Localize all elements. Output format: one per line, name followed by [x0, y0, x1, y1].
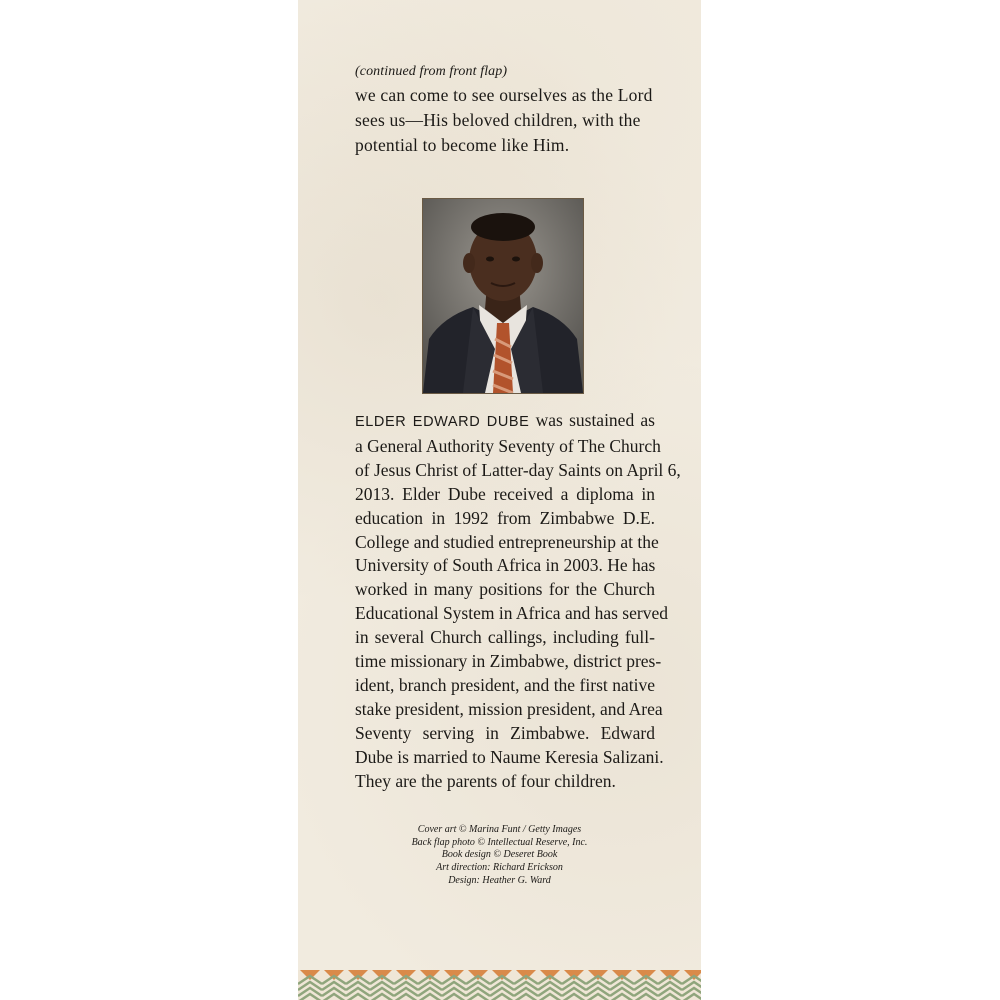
bio-line: 2013. Elder Dube received a diploma in: [355, 483, 655, 504]
bio-line: University of South Africa in 2003. He has: [355, 555, 656, 576]
author-name: ELDER EDWARD DUBE: [355, 414, 530, 430]
bio-line: Dube is married to Naume Keresia Salizani.: [355, 746, 664, 767]
bio-line: ident, branch president, and the first native: [355, 674, 655, 695]
credit-line: Cover art © Marina Funt / Getty Images: [417, 824, 582, 835]
bio-line: Educational System in Africa and has served: [355, 603, 668, 624]
bio-line: education in 1992 from Zimbabwe D.E.: [355, 507, 655, 528]
intro-line: we can come to see ourselves as the Lord: [355, 85, 653, 105]
back-flap: [298, 0, 701, 1000]
bio-line: time missionary in Zimbabwe, district pres-: [355, 651, 662, 672]
author-photo: [422, 198, 584, 394]
credit-line: Art direction: Richard Erickson: [436, 862, 563, 874]
bio-first-line-rest: was sustained as: [529, 410, 655, 430]
image-credits: [298, 824, 701, 888]
author-portrait-image: [423, 199, 583, 393]
bio-line: in several Church callings, including full-: [355, 627, 655, 648]
bio-first-line: [355, 409, 655, 435]
bio-line: of Jesus Christ of Latter-day Saints on April 6,: [355, 459, 681, 480]
credit-line: Book design © Deseret Book: [441, 849, 558, 861]
zigzag-border-pattern: [298, 970, 701, 1000]
bio-line: stake president, mission president, and Area: [355, 698, 663, 719]
credit-line: Design: Heather G. Ward: [448, 874, 551, 886]
credit-line: Back flap photo © Intellectual Reserve, Inc.: [411, 836, 588, 848]
bio-line: College and studied entrepreneurship at the: [355, 531, 659, 552]
bio-line: They are the parents of four children.: [355, 770, 616, 791]
bio-line: Seventy serving in Zimbabwe. Edward: [355, 722, 655, 743]
bio-line: worked in many positions for the Church: [355, 579, 655, 600]
intro-line: sees us—His beloved children, with the: [355, 110, 641, 130]
author-bio: [355, 409, 681, 794]
intro-line: potential to become like Him.: [355, 135, 570, 155]
intro-paragraph: [355, 83, 655, 158]
bio-line: a General Authority Seventy of The Church: [355, 435, 661, 456]
continued-note: (continued from front flap): [355, 64, 508, 79]
